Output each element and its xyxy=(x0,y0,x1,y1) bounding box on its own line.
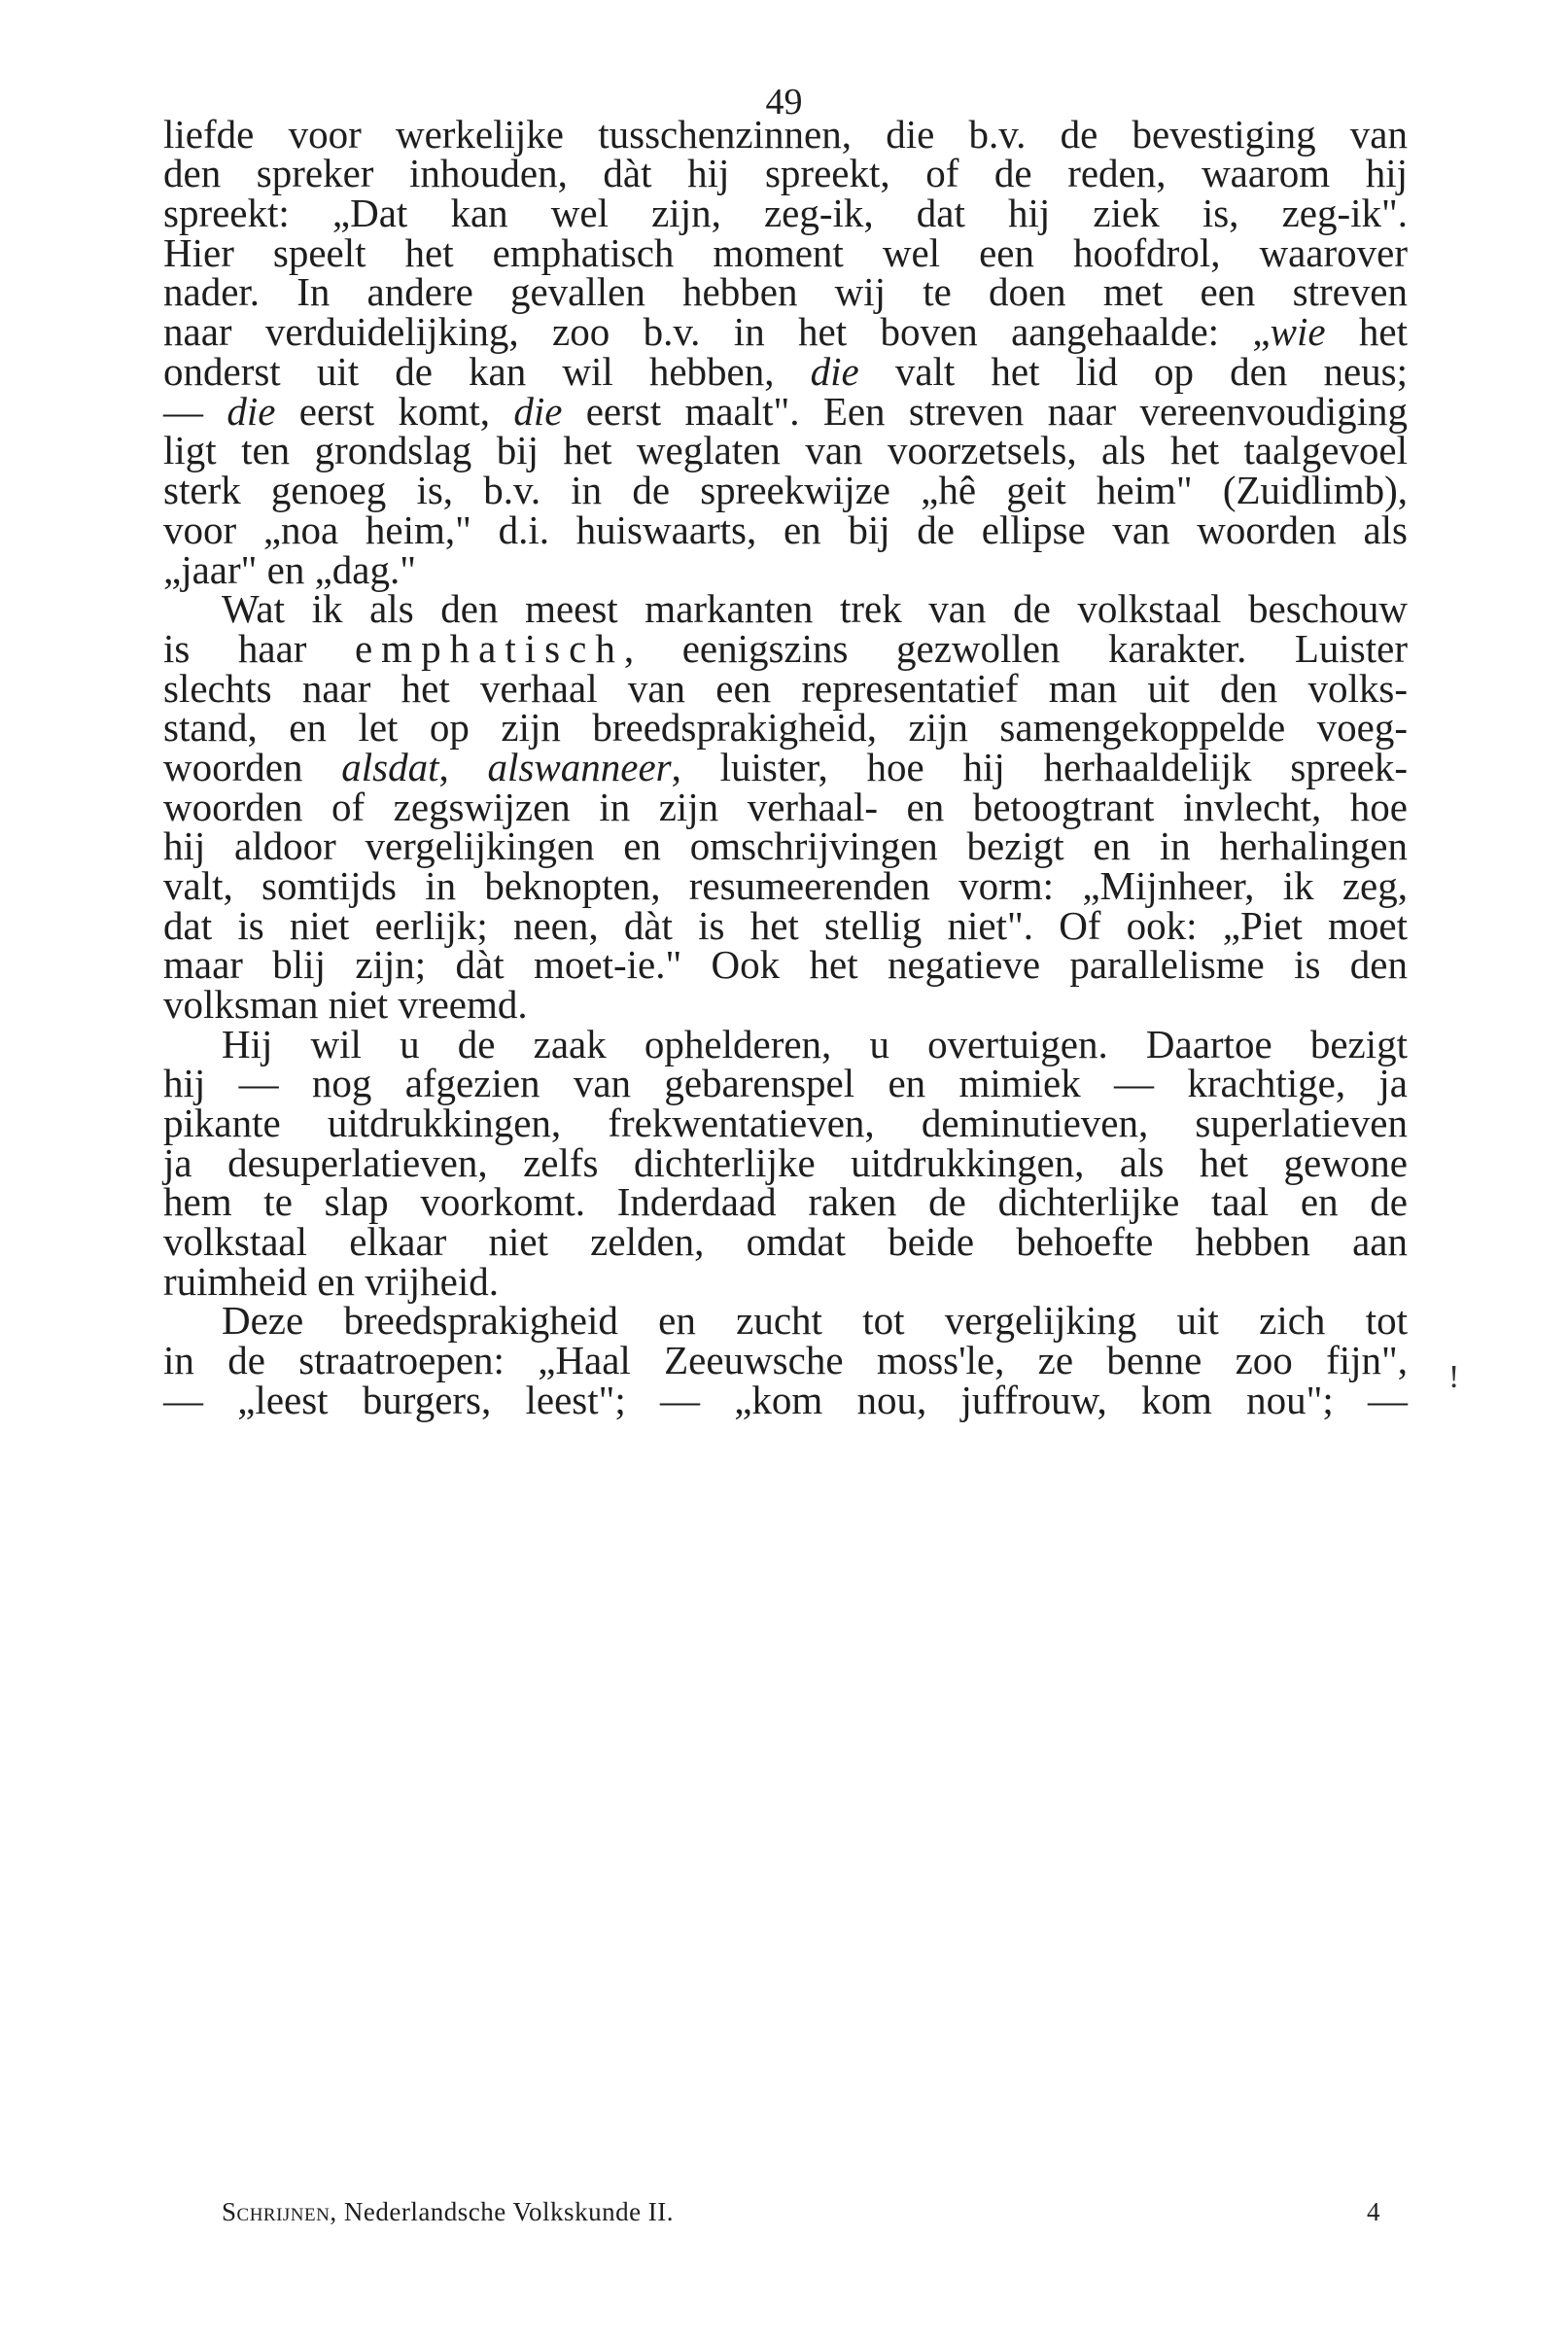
margin-mark: ! xyxy=(1448,1359,1460,1395)
text-segment: liefde voor werkelijke tusschenzinnen, die b.v. de bevestiging van xyxy=(163,112,1408,157)
text-segment: slechts naar het verhaal van een representatief man uit den volks- xyxy=(163,666,1408,711)
text-segment: dat is niet eerlijk; neen, dàt is het stellig niet". Of ook: „Piet moet xyxy=(163,903,1408,948)
text-segment: eerst maalt". Een streven naar vereenvoudiging xyxy=(562,389,1408,434)
text-line xyxy=(163,151,1408,195)
text-segment: spreekt: „Dat kan wel zijn, zeg-ik, dat hij ziek is, zeg-ik". xyxy=(163,191,1408,235)
text-segment: valt, somtijds in beknopten, resumeerenden vorm: „Mijnheer, ik zeg, xyxy=(163,863,1408,908)
text-segment: den spreker inhouden, dàt hij spreekt, of de reden, waarom hij xyxy=(163,151,1408,195)
footer-citation xyxy=(222,2199,674,2225)
text-line xyxy=(163,745,1408,789)
text-segment: ligt ten grondslag bij het weglaten van voorzetsels, als het taalgevoel xyxy=(163,428,1408,472)
text-segment: — „leest burgers, leest"; — „kom nou, juffrouw, kom nou"; — xyxy=(163,1378,1408,1422)
text-segment: Wat ik als den meest markanten trek van de volkstaal beschouw xyxy=(222,586,1408,631)
text-line xyxy=(222,586,1408,631)
text-segment: woorden of zegswijzen in zijn verhaal- en betoogtrant invlecht, hoe xyxy=(163,785,1408,829)
text-line xyxy=(163,1061,1408,1105)
text-segment: Hij wil u de zaak ophelderen, u overtuigen. Daartoe bezigt xyxy=(222,1022,1408,1066)
page-number: 49 xyxy=(765,82,803,122)
text-line xyxy=(163,1103,1408,1143)
text-segment: in de straatroepen: „Haal Zeeuwsche moss'le, ze benne zoo fijn", xyxy=(163,1338,1408,1382)
text-line xyxy=(163,349,1408,394)
text-segment: nader. In andere gevallen hebben wij te doen met een streven xyxy=(163,269,1408,314)
text-line xyxy=(163,1259,1408,1304)
signature-mark: 4 xyxy=(1367,2197,1380,2226)
italic-text: alswanneer xyxy=(487,745,672,789)
text-line xyxy=(163,626,1408,671)
text-segment: woorden xyxy=(163,745,342,789)
text-line xyxy=(163,309,1409,354)
text-line xyxy=(163,787,1408,827)
footer-author: Schrijnen xyxy=(222,2197,331,2226)
text-line xyxy=(163,1219,1408,1264)
text-line xyxy=(163,666,1408,711)
italic-text: die xyxy=(226,389,276,434)
text-segment: ja desuperlatieven, zelfs dichterlijke uitdrukkingen, als het gewone xyxy=(163,1140,1408,1185)
text-segment: onderst uit de kan wil hebben, xyxy=(163,349,811,394)
text-segment: volksman niet vreemd. xyxy=(163,982,528,1027)
text-segment: ruimheid en vrijheid. xyxy=(163,1259,499,1304)
text-line xyxy=(163,547,1408,592)
italic-text: die xyxy=(810,349,859,394)
text-line xyxy=(222,1298,1408,1343)
text-line xyxy=(163,1140,1408,1185)
text-line xyxy=(163,230,1408,275)
text-line xyxy=(163,389,1408,434)
text-line xyxy=(163,942,1408,987)
text-segment: eerst komt, xyxy=(275,389,514,434)
text-line xyxy=(163,705,1408,750)
text-line xyxy=(163,1179,1408,1224)
text-line xyxy=(163,863,1408,908)
text-segment: volkstaal elkaar niet zelden, omdat beide behoefte hebben aan xyxy=(163,1219,1408,1264)
text-line xyxy=(222,1022,1408,1066)
text-segment: Hier speelt het emphatisch moment wel een hoofdrol, waarover xyxy=(163,230,1408,275)
text-segment: is haar xyxy=(163,626,355,671)
text-segment: het xyxy=(1325,309,1409,354)
text-line xyxy=(163,269,1408,314)
text-line xyxy=(163,468,1408,512)
text-segment: valt het lid op den neus; xyxy=(858,349,1408,394)
text-line xyxy=(163,982,1408,1027)
text-line xyxy=(163,1338,1408,1382)
text-line xyxy=(163,193,1408,233)
text-segment: voor „noa heim," d.i. huiswaarts, en bij de ellipse van woorden als xyxy=(163,507,1408,552)
text-segment: pikante uitdrukkingen, frekwentatieven, deminutieven, superlatieven xyxy=(163,1101,1408,1145)
text-line xyxy=(163,507,1408,552)
italic-text: die xyxy=(513,389,563,434)
text-segment: sterk genoeg is, b.v. in de spreekwijze „hê geit heim" (Zuidlimb), xyxy=(163,468,1408,512)
text-segment: stand, en let op zijn breedsprakigheid, zijn samengekoppelde voeg- xyxy=(163,705,1408,750)
spaced-text: emphatisch xyxy=(354,626,624,671)
text-segment: Deze breedsprakigheid en zucht tot vergelijking uit zich tot xyxy=(222,1298,1408,1343)
italic-text: alsdat xyxy=(341,745,439,789)
text-segment: , luister, hoe hij herhaaldelijk spreek- xyxy=(671,745,1408,789)
footer-title: , Nederlandsche Volkskunde II. xyxy=(330,2197,675,2226)
text-line xyxy=(163,903,1408,948)
text-segment: hij aldoor vergelijkingen en omschrijvingen bezigt en in herhalingen xyxy=(163,823,1408,868)
text-line xyxy=(163,823,1408,868)
text-segment: naar verduidelijking, zoo b.v. in het boven aangehaalde: „ xyxy=(163,309,1271,354)
text-segment: , eenigszins gezwollen karakter. Luister xyxy=(623,626,1408,671)
text-line xyxy=(163,112,1408,157)
italic-text: wie xyxy=(1270,309,1326,354)
text-line xyxy=(163,1378,1408,1422)
text-line xyxy=(163,428,1408,472)
text-segment: „jaar" en „dag." xyxy=(163,547,416,592)
text-segment: maar blij zijn; dàt moet-ie." Ook het negatieve parallelisme is den xyxy=(163,942,1408,987)
text-segment: , xyxy=(438,745,488,789)
text-segment: — xyxy=(163,389,227,434)
text-segment: hem te slap voorkomt. Inderdaad raken de dichterlijke taal en de xyxy=(163,1179,1408,1224)
text-segment: hij — nog afgezien van gebarenspel en mimiek — krachtige, ja xyxy=(163,1061,1408,1105)
